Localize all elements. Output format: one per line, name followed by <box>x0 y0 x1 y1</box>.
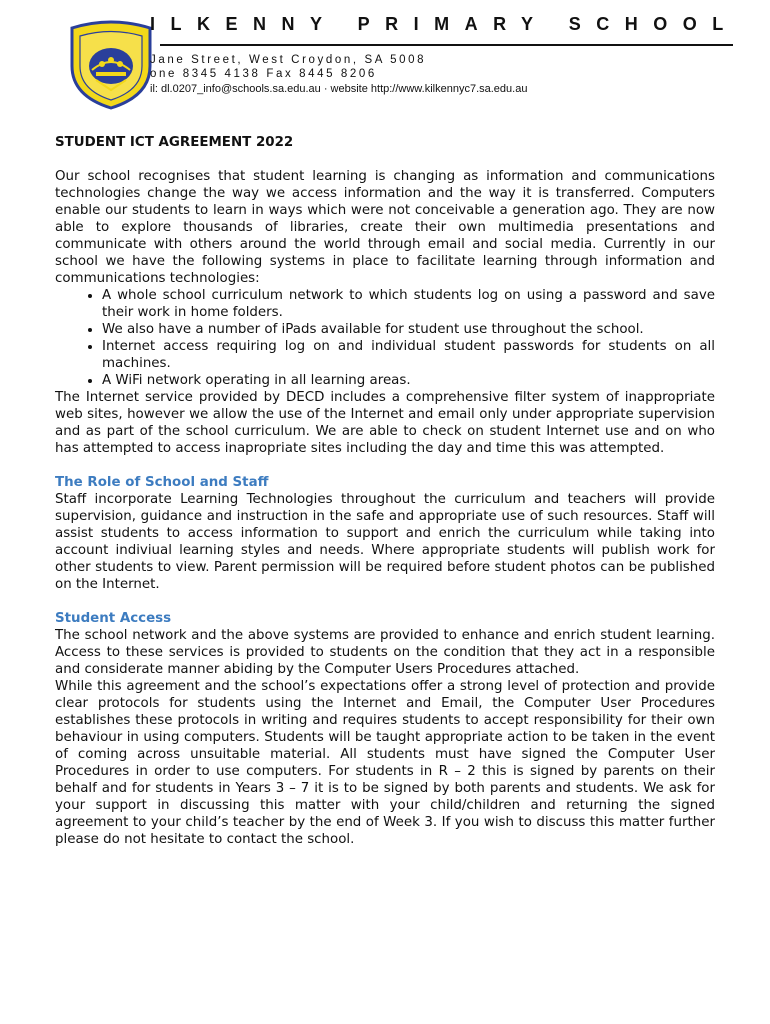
list-item: • We also have a number of iPads available for student use throughout the school. <box>102 321 715 338</box>
header-rule <box>160 44 733 46</box>
school-address: Jane Street, West Croydon, SA 5008 <box>150 54 427 66</box>
list-item: • A whole school curriculum network to which students log on using a password and save their work in home folders. <box>102 287 715 321</box>
role-paragraph: Staff incorporate Learning Technologies throughout the curriculum and teachers will provide supervision, guidance and instruction in the safe and appropriate use of such resources. Staff will assist students to access information to support and enrich the curriculum while taking into account indiviual learning styles and needs. Where appropriate students will publish work for other students to view. Parent permission will be required before student photos can be published on the Internet. <box>55 492 715 592</box>
school-name: ILKENNY PRIMARY SCHOOL <box>150 14 739 34</box>
document-title: STUDENT ICT AGREEMENT 2022 <box>55 135 294 150</box>
letterhead <box>0 0 770 110</box>
internet-paragraph: The Internet service provided by DECD includes a comprehensive filter system of inappropriate web sites, however we allow the use of the Internet and email only under appropriate supervision and as part of the school curriculum. We are able to check on student Internet use and on who has attempted to access inapropriate sites including the day and time this was attempted. <box>55 390 715 456</box>
intro-paragraph: Our school recognises that student learning is changing as information and communications technologies change the way we access information and the way it is transferred. Computers enable our students to learn in ways which were not conceivable a generation ago. They are now able to explore thousands of libraries, create their own multimedia presentations and communicate with others around the world through email and social media. Currently in our school we have the following systems in place to facilitate learning through information and communications technologies: <box>55 169 715 286</box>
access-paragraph-2: While this agreement and the school’s expectations offer a strong level of protection and provide clear protocols for students using the Internet and Email, the Computer User Procedures establishes these protocols in writing and requires students to accept responsibility for their own behaviour in using computers. Students will be taught appropriate action to be taken in the event of coming across unsuitable material. All students must have signed the Computer User Procedures in order to use computers. For students in R – 2 this is signed by parents on their behalf and for students in Years 3 – 7 it is to be signed by both parents and students. We ask for your support in discussing this matter with your child/children and returning the signed agreement to your child’s teacher by the end of Week 3. If you wish to discuss this matter further please do not hesitate to contact the school. <box>55 679 715 847</box>
school-contact: il: dl.0207_info@schools.sa.edu.au · website http://www.kilkennyc7.sa.edu.au <box>150 83 528 95</box>
agreement-body <box>55 134 715 848</box>
access-paragraph-1: The school network and the above systems are provided to enhance and enrich student learning. Access to these services is provided to students on the condition that they act in a responsible and considerate manner abiding by the Computer Users Procedures attached. <box>55 628 715 677</box>
access-heading: Student Access <box>55 611 172 626</box>
list-item: • Internet access requiring log on and individual student passwords for students on all machines. <box>102 338 715 372</box>
list-item: • A WiFi network operating in all learning areas. <box>102 372 715 389</box>
school-phone-fax: one 8345 4138 Fax 8445 8206 <box>150 68 377 80</box>
systems-list <box>55 287 715 389</box>
role-heading: The Role of School and Staff <box>55 475 269 490</box>
school-crest-logo <box>66 20 156 110</box>
